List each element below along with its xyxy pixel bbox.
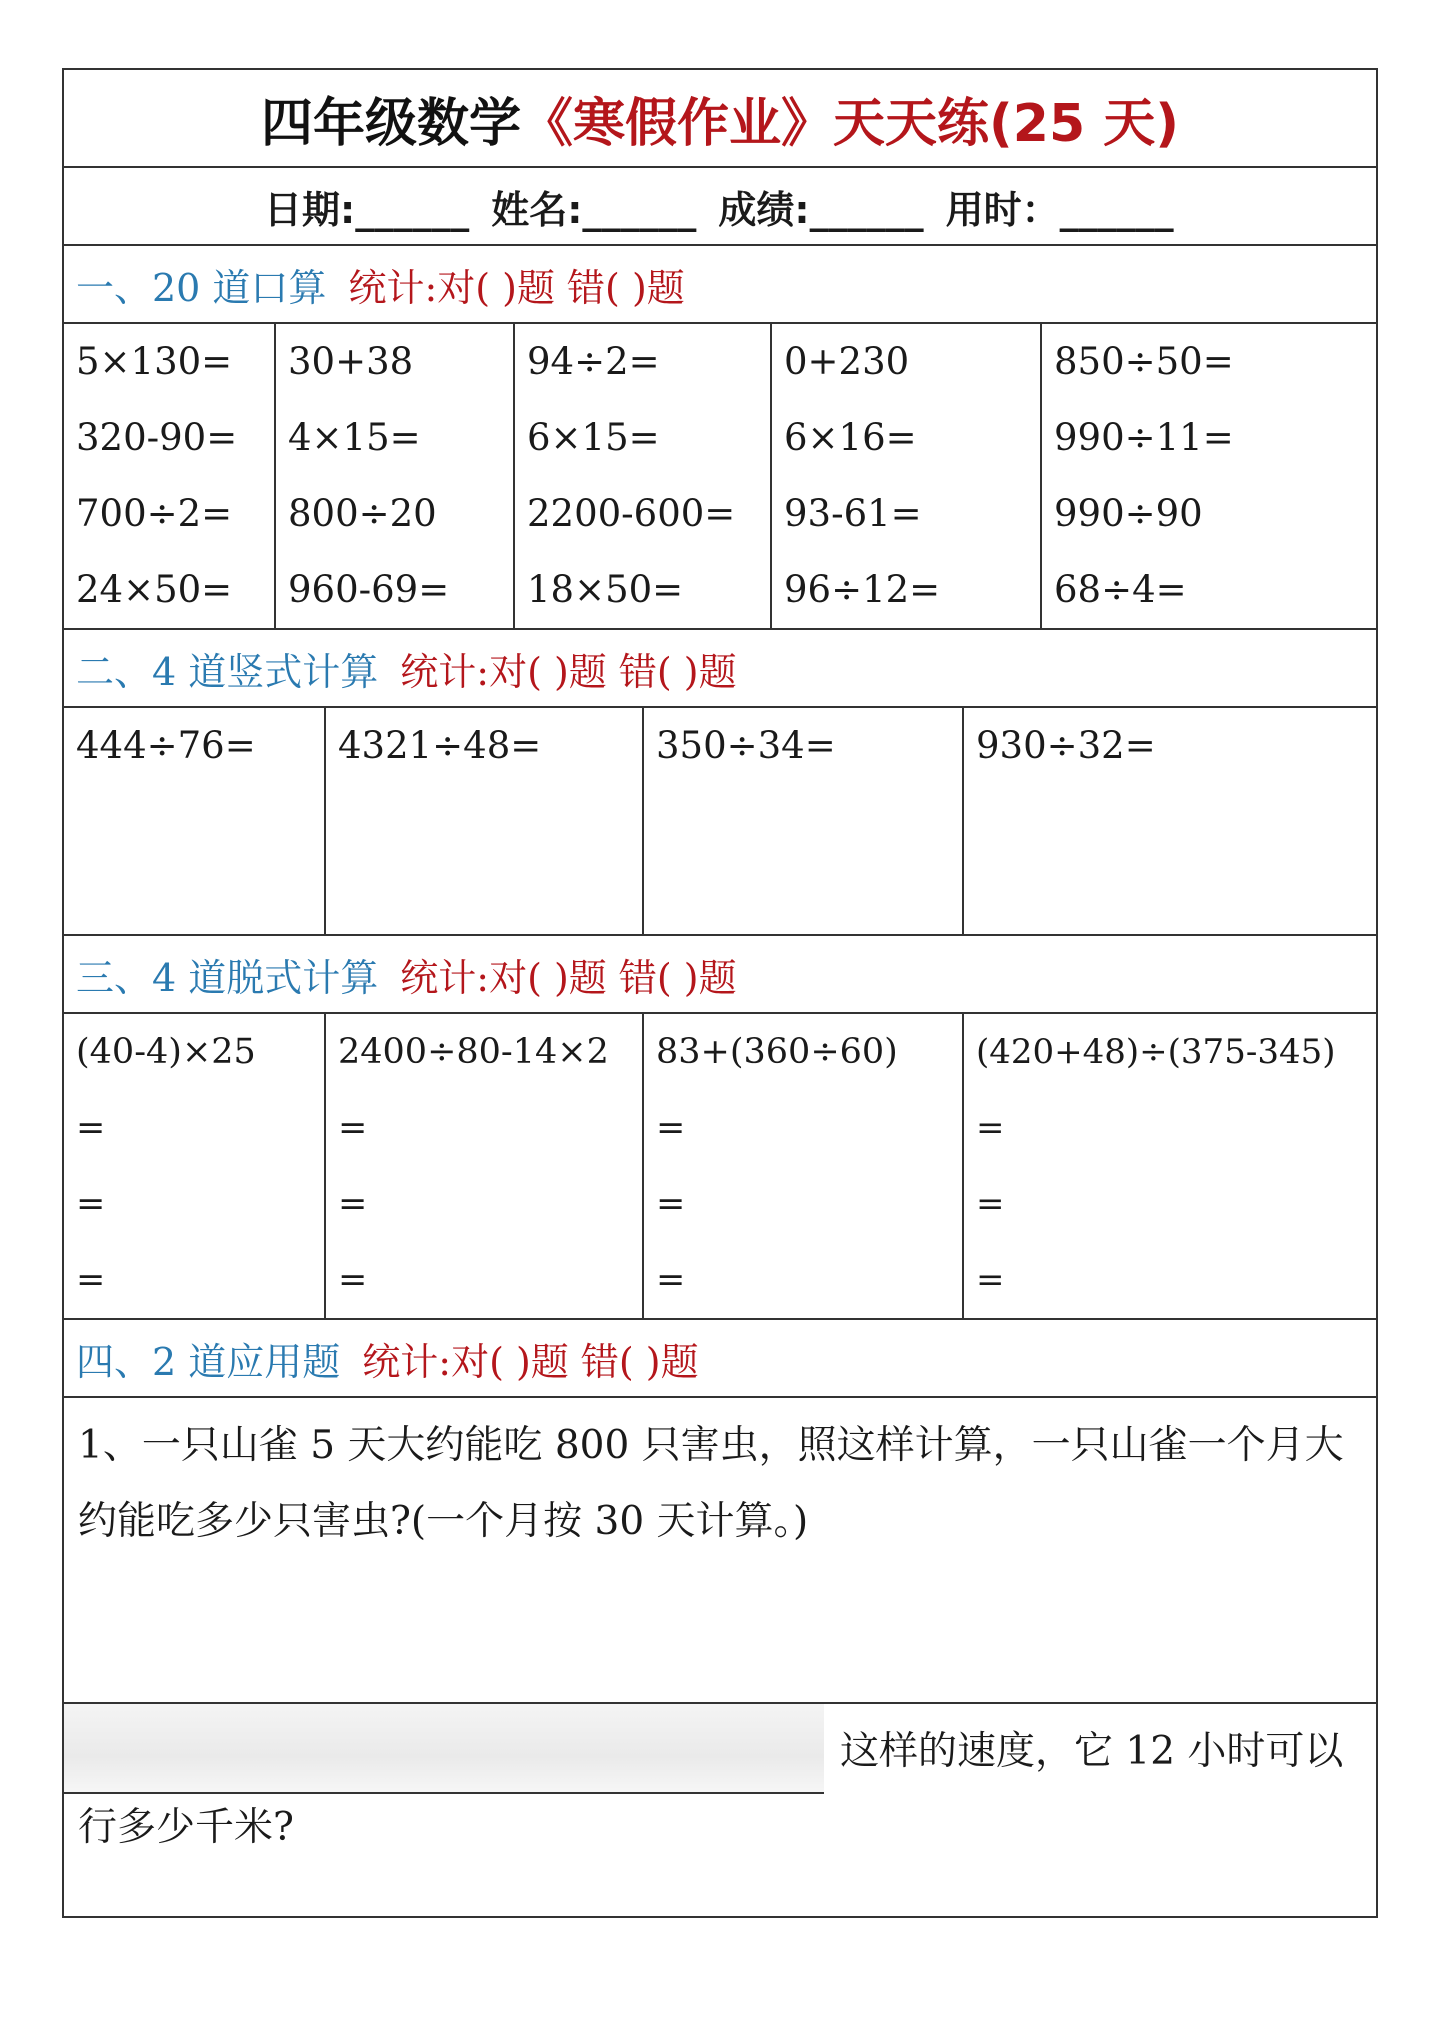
vertical-grid: [64, 708, 1376, 936]
redacted-strip: [64, 1704, 824, 1794]
stepwise-step: =: [976, 1184, 1005, 1224]
time-field[interactable]: 用时：______: [945, 187, 1174, 232]
oral-item: 94÷2=: [527, 340, 660, 383]
stepwise-expression: (40-4)×25: [76, 1032, 256, 1072]
stepwise-step: =: [656, 1184, 686, 1224]
vertical-cell[interactable]: [64, 708, 326, 934]
stepwise-grid: [64, 1014, 1376, 1320]
stepwise-cell[interactable]: [644, 1014, 964, 1318]
vertical-problem: 4321÷48=: [338, 724, 542, 767]
stepwise-step: =: [338, 1108, 368, 1148]
stepwise-step: =: [338, 1260, 368, 1300]
oral-item: 0+230: [784, 340, 910, 383]
section-oral-header: [64, 246, 1376, 324]
stepwise-step: =: [976, 1108, 1005, 1148]
stepwise-expression: 2400÷80-14×2: [338, 1032, 609, 1072]
oral-item: 960-69=: [288, 568, 450, 611]
stepwise-cell[interactable]: [326, 1014, 644, 1318]
word-problem-line: 行多少千米?: [78, 1805, 294, 1850]
score-field[interactable]: 成绩:______: [718, 187, 924, 232]
oral-item: 990÷90: [1054, 492, 1203, 535]
oral-item: 990÷11=: [1054, 416, 1234, 459]
stepwise-step: =: [656, 1260, 686, 1300]
oral-item: 6×16=: [784, 416, 917, 459]
section-vertical-header: [64, 630, 1376, 708]
word-problem-2[interactable]: [64, 1704, 1376, 1916]
oral-item: 700÷2=: [76, 492, 233, 535]
stepwise-step: =: [76, 1108, 106, 1148]
oral-item: 2200-600=: [527, 492, 736, 535]
oral-column: [276, 324, 515, 628]
stepwise-step: =: [656, 1108, 686, 1148]
oral-item: 18×50=: [527, 568, 684, 611]
word-problem-1[interactable]: [64, 1398, 1376, 1704]
oral-item: 800÷20: [288, 492, 437, 535]
word-problem-line: 这样的速度，它 12 小时可以: [840, 1729, 1344, 1774]
vertical-cell[interactable]: [644, 708, 964, 934]
section-label: 三、4 道脱式计算: [76, 955, 379, 1000]
title-grade: 四年级数学: [260, 93, 521, 154]
oral-item: 24×50=: [76, 568, 233, 611]
oral-item: 850÷50=: [1054, 340, 1234, 383]
oral-item: 6×15=: [527, 416, 660, 459]
section-stepwise-header: [64, 936, 1376, 1014]
section-stat: 统计:对( )题 错( )题: [362, 1339, 699, 1384]
stepwise-cell[interactable]: [64, 1014, 326, 1318]
stepwise-expression: (420+48)÷(375-345): [976, 1032, 1336, 1072]
oral-item: 93-61=: [784, 492, 922, 535]
oral-item: 96÷12=: [784, 568, 941, 611]
worksheet: [62, 68, 1378, 1918]
word-problem-text: 1、一只山雀 5 天大约能吃 800 只害虫，照这样计算，一只山雀一个月大约能吃多少只害虫?(一个月按 30 天计算。): [78, 1423, 1344, 1544]
section-stat: 统计:对( )题 错( )题: [348, 265, 685, 310]
oral-item: 320-90=: [76, 416, 238, 459]
vertical-problem: 444÷76=: [76, 724, 256, 767]
stepwise-expression: 83+(360÷60): [656, 1032, 898, 1072]
oral-item: 4×15=: [288, 416, 421, 459]
section-label: 一、20 道口算: [76, 265, 327, 310]
oral-column: [1042, 324, 1376, 628]
vertical-problem: 350÷34=: [656, 724, 836, 767]
date-field[interactable]: 日期:______: [264, 187, 470, 232]
oral-column: [64, 324, 276, 628]
stepwise-step: =: [76, 1260, 106, 1300]
section-label: 四、2 道应用题: [76, 1339, 341, 1384]
page-title: [64, 70, 1376, 168]
section-stat: 统计:对( )题 错( )题: [400, 955, 737, 1000]
section-label: 二、4 道竖式计算: [76, 649, 379, 694]
name-field[interactable]: 姓名:______: [491, 187, 697, 232]
oral-column: [772, 324, 1042, 628]
stepwise-step: =: [338, 1184, 368, 1224]
vertical-problem: 930÷32=: [976, 724, 1156, 767]
oral-item: 30+38: [288, 340, 414, 383]
oral-column: [515, 324, 772, 628]
vertical-cell[interactable]: [326, 708, 644, 934]
stepwise-step: =: [76, 1184, 106, 1224]
oral-grid: [64, 324, 1376, 630]
vertical-cell[interactable]: [964, 708, 1376, 934]
title-homework: 《寒假作业》天天练(25 天): [521, 93, 1179, 154]
stepwise-cell[interactable]: [964, 1014, 1376, 1318]
section-word-header: [64, 1320, 1376, 1398]
oral-item: 68÷4=: [1054, 568, 1187, 611]
stepwise-step: =: [976, 1260, 1005, 1300]
info-row: [64, 168, 1376, 246]
section-stat: 统计:对( )题 错( )题: [400, 649, 737, 694]
oral-item: 5×130=: [76, 340, 233, 383]
